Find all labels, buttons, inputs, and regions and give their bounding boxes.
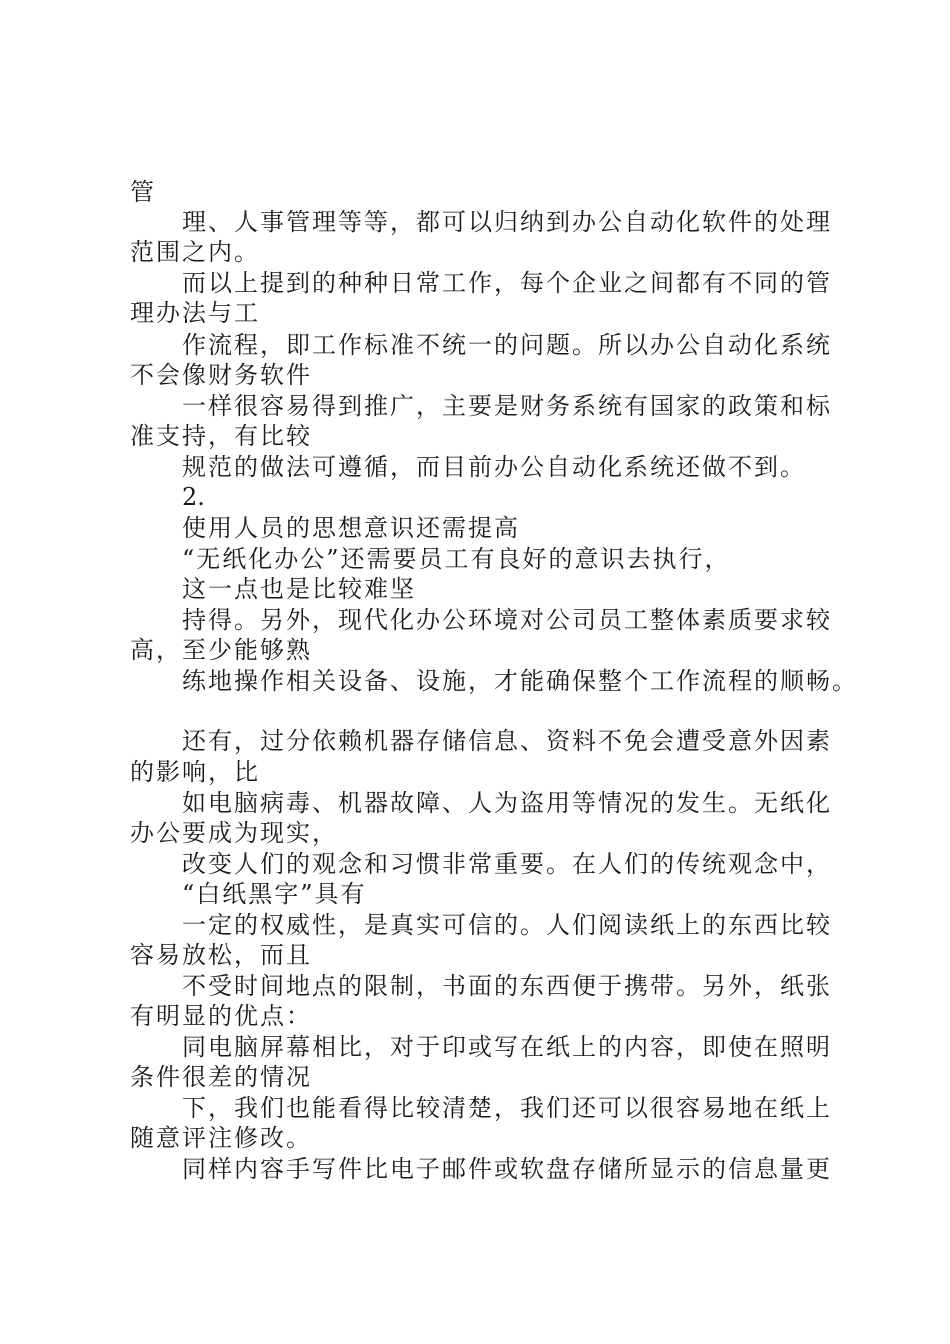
text-line: 管 [130, 178, 156, 206]
text-line: 不会像财务软件 [130, 361, 312, 389]
text-line: 这一点也是比较难坚 [182, 575, 416, 603]
text-line: 下，我们也能看得比较清楚，我们还可以很容易地在纸上 [182, 1094, 832, 1122]
text-line: 而以上提到的种种日常工作，每个企业之间都有不同的管 [182, 269, 832, 297]
text-line: 条件很差的情况 [130, 1063, 312, 1091]
text-line: 范围之内。 [130, 238, 260, 266]
text-line: 练地操作相关设备、设施，才能确保整个工作流程的顺畅。 [182, 667, 858, 695]
text-line: 有明显的优点： [130, 1002, 312, 1030]
text-line: 不受时间地点的限制，书面的东西便于携带。另外，纸张 [182, 972, 832, 1000]
section-heading: 使用人员的思想意识还需提高 [182, 514, 520, 542]
text-line: 持得。另外，现代化办公环境对公司员工整体素质要求较 [182, 606, 832, 634]
text-line: “无纸化办公”还需要员工有良好的意识去执行， [182, 545, 731, 573]
text-line: 理办法与工 [130, 299, 260, 327]
text-line: 高，至少能够熟 [130, 636, 312, 664]
text-line: 准支持，有比较 [130, 422, 312, 450]
text-line: “白纸黑字”具有 [182, 880, 367, 908]
text-line: 规范的做法可遵循，而目前办公自动化系统还做不到。 [182, 453, 806, 481]
section-number: 2. [182, 483, 205, 511]
text-line: 随意评注修改。 [130, 1124, 312, 1152]
text-line: 一样很容易得到推广，主要是财务系统有国家的政策和标 [182, 392, 832, 420]
text-line: 理、人事管理等等，都可以归纳到办公自动化软件的处理 [182, 208, 832, 236]
text-line: 办公要成为现实， [130, 819, 338, 847]
text-line: 如电脑病毒、机器故障、人为盗用等情况的发生。无纸化 [182, 789, 832, 817]
text-line: 改变人们的观念和习惯非常重要。在人们的传统观念中， [182, 850, 832, 878]
text-line: 的影响，比 [130, 758, 260, 786]
text-line: 同电脑屏幕相比，对于印或写在纸上的内容，即使在照明 [182, 1033, 832, 1061]
text-line: 一定的权威性，是真实可信的。人们阅读纸上的东西比较 [182, 911, 832, 939]
text-line: 作流程，即工作标准不统一的问题。所以办公自动化系统 [182, 331, 832, 359]
text-line: 容易放松，而且 [130, 941, 312, 969]
text-line: 还有，过分依赖机器存储信息、资料不免会遭受意外因素 [182, 727, 832, 755]
text-line: 同样内容手写件比电子邮件或软盘存储所显示的信息量更 [182, 1155, 832, 1183]
